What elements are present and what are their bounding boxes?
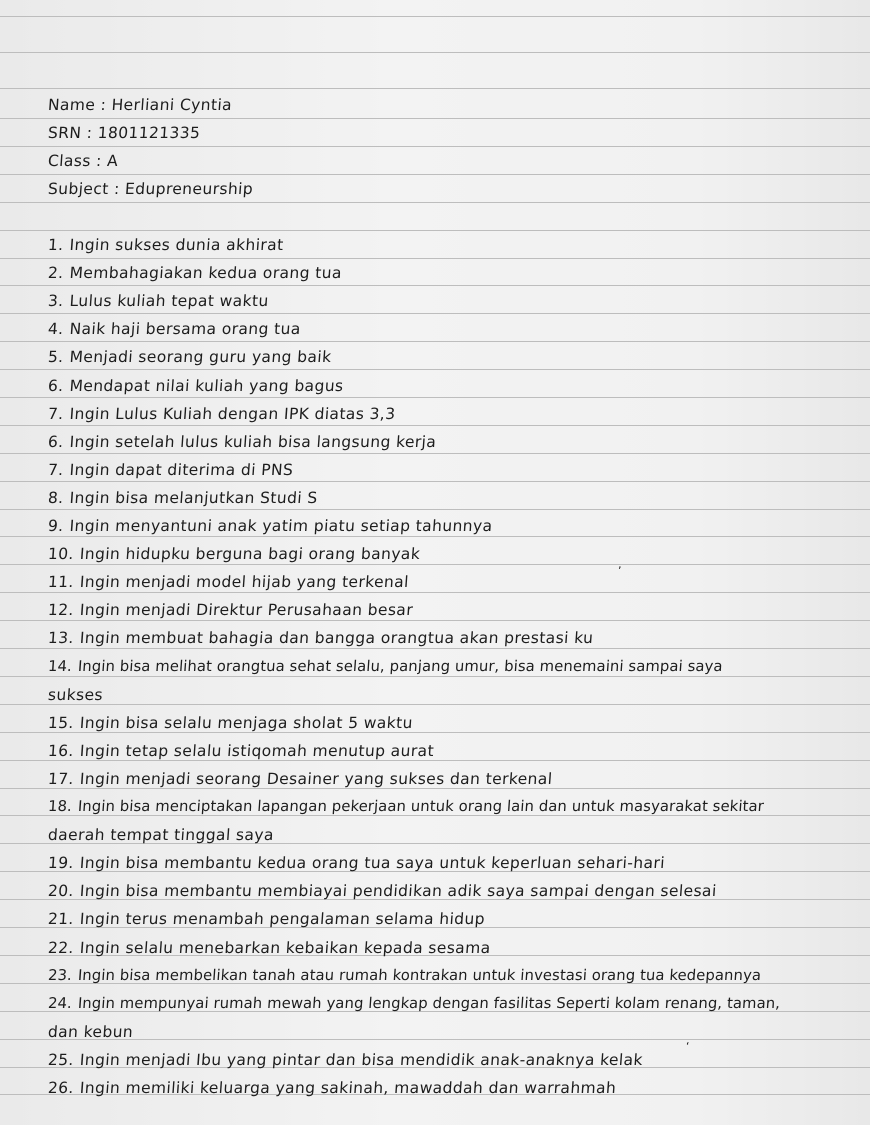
goal-text: Ingin bisa membantu membiayai pendidikan adik saya sampai dengan selesai [79, 882, 718, 900]
goal-item [47, 597, 851, 623]
goal-number: 22. [47, 939, 75, 957]
goal-number: 26. [47, 1079, 75, 1097]
student-class: Class : A [47, 152, 119, 170]
ruled-line [0, 52, 870, 53]
student-name: Name : Herliani Cyntia [47, 96, 233, 114]
ruled-line [0, 146, 870, 147]
goal-text: Ingin dapat diterima di PNS [68, 461, 294, 479]
goal-number: 7. [47, 405, 65, 423]
goal-text: Ingin Lulus Kuliah dengan IPK diatas 3,3 [68, 405, 397, 423]
goal-number: 4. [47, 320, 65, 338]
goal-item [47, 288, 851, 314]
goal-item [47, 794, 851, 820]
goal-number: 10. [47, 545, 75, 563]
goal-text: Ingin menjadi Ibu yang pintar dan bisa mendidik anak-anaknya kelak [79, 1051, 644, 1069]
goal-number: 19. [47, 854, 75, 872]
goal-item [47, 850, 851, 876]
goal-item [47, 766, 851, 792]
goal-number: 18. [47, 798, 73, 815]
goal-item-continuation [47, 822, 851, 848]
goal-item [47, 1075, 851, 1101]
ruled-line [0, 88, 870, 89]
goal-number: 17. [47, 770, 75, 788]
goal-text: sukses [47, 686, 104, 704]
goal-text: Mendapat nilai kuliah yang bagus [68, 377, 345, 395]
goal-text: Ingin sukses dunia akhirat [68, 236, 285, 254]
goal-text: dan kebun [47, 1023, 134, 1041]
goal-text: Ingin setelah lulus kuliah bisa langsung kerja [68, 433, 437, 451]
pen-mark: ‚ [618, 558, 622, 571]
goal-text: Menjadi seorang guru yang baik [68, 348, 333, 366]
pen-dot: ‘ [686, 1040, 690, 1053]
goal-number: 1. [47, 236, 65, 254]
goal-number: 3. [47, 292, 65, 310]
goal-text: Ingin bisa melanjutkan Studi S [68, 489, 319, 507]
ruled-line [0, 258, 870, 259]
goal-number: 15. [47, 714, 75, 732]
goal-text: Ingin bisa menciptakan lapangan pekerjaan untuk orang lain dan untuk masyarakat sekitar [77, 798, 765, 815]
goal-item [47, 232, 851, 258]
goal-text: Ingin menjadi model hijab yang terkenal [79, 573, 410, 591]
goal-text: Ingin menjadi seorang Desainer yang sukses dan terkenal [79, 770, 554, 788]
goal-item [47, 963, 851, 989]
goal-item [47, 991, 851, 1017]
goal-text: Ingin hidupku berguna bagi orang banyak [79, 545, 421, 563]
goal-item [47, 373, 851, 399]
goal-item [47, 541, 851, 567]
goal-number: 9. [47, 517, 65, 535]
goal-text: Ingin memiliki keluarga yang sakinah, mawaddah dan warrahmah [79, 1079, 617, 1097]
goal-text: Ingin membuat bahagia dan bangga orangtua akan prestasi ku [79, 629, 594, 647]
goal-number: 23. [47, 967, 73, 984]
subject: Subject : Edupreneurship [47, 180, 254, 198]
goal-text: Ingin menjadi Direktur Perusahaan besar [79, 601, 414, 619]
ruled-line [0, 174, 870, 175]
goal-number: 14. [47, 658, 73, 675]
goal-item [47, 878, 851, 904]
goal-text: Ingin menyantuni anak yatim piatu setiap tahunnya [68, 517, 494, 535]
goal-text: Lulus kuliah tepat waktu [68, 292, 270, 310]
goal-item [47, 738, 851, 764]
goal-item [47, 935, 851, 961]
goal-number: 20. [47, 882, 75, 900]
goal-item [47, 344, 851, 370]
goal-item [47, 513, 851, 539]
goal-item-continuation [47, 1019, 851, 1045]
goal-number: 24. [47, 995, 73, 1012]
goal-item [47, 710, 851, 736]
ruled-line [0, 230, 870, 231]
goal-text: daerah tempat tinggal saya [47, 826, 275, 844]
goal-text: Membahagiakan kedua orang tua [68, 264, 343, 282]
goal-item [47, 401, 851, 427]
goal-item [47, 316, 851, 342]
goal-text: Ingin bisa melihat orangtua sehat selalu, panjang umur, bisa menemaini sampai saya [77, 658, 724, 675]
goal-number: 11. [47, 573, 75, 591]
ruled-line [0, 118, 870, 119]
goal-number: 25. [47, 1051, 75, 1069]
goal-number: 5. [47, 348, 65, 366]
goal-item [47, 429, 851, 455]
goal-item [47, 625, 851, 651]
goal-text: Naik haji bersama orang tua [68, 320, 302, 338]
goal-item [47, 1047, 851, 1073]
ruled-line [0, 202, 870, 203]
goal-text: Ingin terus menambah pengalaman selama hidup [79, 910, 486, 928]
goal-number: 6. [47, 433, 65, 451]
goal-text: Ingin mempunyai rumah mewah yang lengkap dengan fasilitas Seperti kolam renang, taman, [77, 995, 781, 1012]
goal-text: Ingin bisa membelikan tanah atau rumah kontrakan untuk investasi orang tua kedepannya [77, 967, 762, 984]
goal-number: 12. [47, 601, 75, 619]
goal-number: 6. [47, 377, 65, 395]
goal-number: 21. [47, 910, 75, 928]
goal-item [47, 457, 851, 483]
goal-number: 8. [47, 489, 65, 507]
goal-item [47, 260, 851, 286]
goal-number: 16. [47, 742, 75, 760]
goal-item [47, 485, 851, 511]
goal-number: 2. [47, 264, 65, 282]
goal-item [47, 569, 851, 595]
goal-item-continuation [47, 682, 851, 708]
goal-text: Ingin selalu menebarkan kebaikan kepada sesama [79, 939, 492, 957]
goal-text: Ingin bisa membantu kedua orang tua saya untuk keperluan sehari-hari [79, 854, 666, 872]
goal-number: 13. [47, 629, 75, 647]
goal-number: 7. [47, 461, 65, 479]
student-srn: SRN : 1801121335 [47, 124, 201, 142]
goal-text: Ingin tetap selalu istiqomah menutup aurat [79, 742, 435, 760]
goal-item [47, 654, 851, 680]
goal-item [47, 906, 851, 932]
goal-text: Ingin bisa selalu menjaga sholat 5 waktu [79, 714, 414, 732]
ruled-line [0, 16, 870, 17]
